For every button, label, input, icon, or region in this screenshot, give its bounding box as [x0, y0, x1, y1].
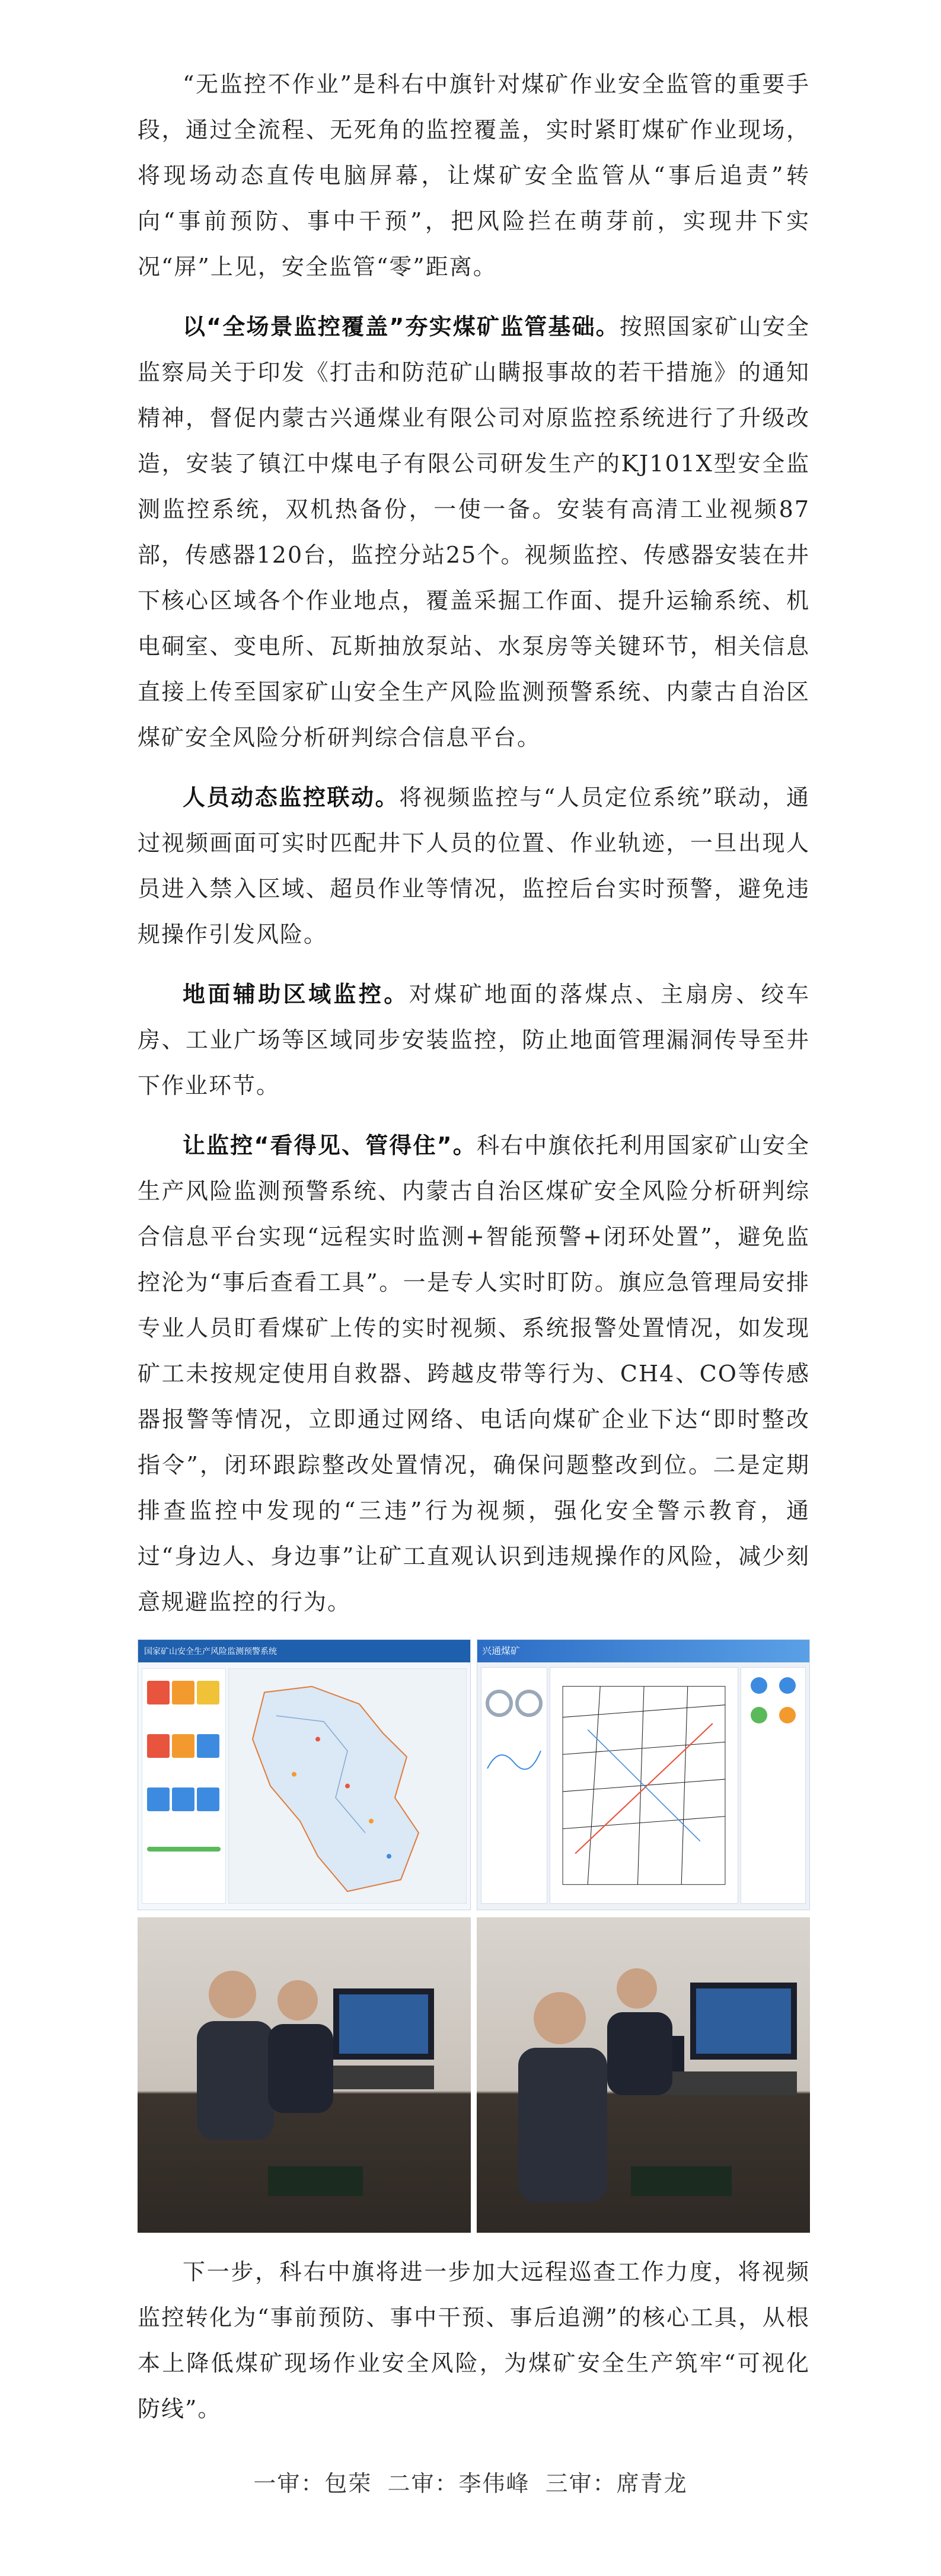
photo-illustration	[477, 1917, 810, 2233]
person-body	[268, 2024, 333, 2113]
person-body	[607, 2012, 672, 2095]
region-map	[228, 1668, 467, 1904]
status-icon	[751, 1677, 767, 1694]
monitoring-photo-right	[477, 1917, 810, 2233]
risk-platform-screenshot	[138, 1639, 471, 1910]
status-icon	[779, 1677, 796, 1694]
person-body	[197, 2021, 274, 2140]
sensor-route	[588, 1729, 700, 1841]
trend-line	[487, 1751, 541, 1769]
kpi-tile	[197, 1787, 219, 1811]
monitor-display	[696, 1988, 791, 2054]
review-second: 二审：李伟峰	[387, 2470, 530, 2497]
person-head	[209, 1971, 256, 2018]
mine-layout-panel	[550, 1667, 738, 1904]
kpi-tile	[147, 1787, 170, 1811]
mine-platform-screenshot	[477, 1639, 810, 1910]
status-icons	[741, 1668, 805, 1846]
mine-layout-svg	[550, 1668, 738, 1903]
region-boundary	[253, 1687, 419, 1892]
platform-stats-panel	[142, 1668, 226, 1904]
kpi-tile	[172, 1787, 194, 1811]
paragraph-monitoring	[138, 1123, 810, 1625]
mine-right-panel	[741, 1667, 806, 1904]
mine-marker[interactable]	[315, 1737, 320, 1742]
paragraph-coverage	[138, 304, 810, 761]
mine-marker[interactable]	[369, 1819, 374, 1824]
monitoring-photo-left	[138, 1917, 471, 2233]
mine-marker[interactable]	[387, 1854, 391, 1859]
photo-illustration	[138, 1917, 471, 2233]
paragraph-coverage-body: 按照国家矿山安全监察局关于印发《打击和防范矿山瞒报事故的若干措施》的通知精神，督促内蒙古兴通煤业有限公司对原监控系统进行了升级改造，安装了镇江中煤电子有限公司研发生产的KJ101X型安全监测监控系统，双机热备份，一使一备。安装有高清工业视频87部，传感器120台，监控分站25个。视频监控、传感器安装在井下核心区域各个作业地点，覆盖采掘工作面、提升运输系统、机电硐室、变电所、瓦斯抽放泵站、水泵房等关键环节，相关信息直接上传至国家矿山安全生产风险监测预警系统、内蒙古自治区煤矿安全风险分析研判综合信息平台。	[138, 314, 810, 751]
kpi-tile	[147, 1734, 170, 1758]
kpi-tile	[172, 1681, 194, 1704]
gauge-ring	[487, 1691, 511, 1715]
paragraph-coverage-title: 以“全场景监控覆盖”夯实煤矿监管基础。	[183, 314, 620, 340]
paragraph-monitoring-body: 科右中旗依托利用国家矿山安全生产风险监测预警系统、内蒙古自治区煤矿安全风险分析研判综合信息平台实现“远程实时监测+智能预警+闭环处置”，避免监控沦为“事后查看工具”。一是专人实时盯防。旗应急管理局安排专业人员盯看煤矿上传的实时视频、系统报警处置情况，如发现矿工未按规定使用自救器、跨越皮带等行为、CH4、CO等传感器报警等情况，立即通过网络、电话向煤矿企业下达“即时整改指令”，闭环跟踪整改处置情况，确保问题整改到位。二是定期排查监控中发现的“三违”行为视频，强化安全警示教育，通过“身边人、身边事”让矿工直观认识到违规操作的风险，减少刻意规避监控的行为。	[138, 1132, 810, 1615]
mouse-pad	[631, 2166, 732, 2196]
mine-left-panel	[481, 1667, 547, 1904]
paragraph-personnel-body: 将视频监控与“人员定位系统”联动，通过视频画面可实时匹配井下人员的位置、作业轨迹，一旦出现人员进入禁入区域、超员作业等情况，监控后台实时预警，避免违规操作引发风险。	[138, 784, 810, 947]
kpi-tile	[147, 1681, 170, 1704]
kpi-tile	[197, 1734, 219, 1758]
platform-screenshots	[138, 1639, 810, 1910]
person-head	[534, 1992, 586, 2044]
platform-title: 国家矿山安全生产风险监测预警系统	[144, 1647, 277, 1656]
paragraph-surface	[138, 972, 810, 1109]
person-head	[617, 1968, 657, 2009]
kpi-tile	[197, 1681, 219, 1704]
person-head	[277, 1980, 318, 2020]
mine-marker[interactable]	[345, 1784, 350, 1789]
paragraph-surface-title: 地面辅助区域监控。	[183, 981, 409, 1007]
status-icon	[751, 1707, 767, 1723]
person-body	[518, 2048, 607, 2202]
mouse-pad	[268, 2166, 363, 2196]
platform-header	[138, 1640, 470, 1662]
kpi-tile	[172, 1734, 194, 1758]
paragraph-surface-body: 对煤矿地面的落煤点、主扇房、绞车房、工业广场等区域同步安装监控，防止地面管理漏洞传导至井下作业环节。	[138, 981, 810, 1099]
review-footer	[0, 2465, 941, 2498]
mine-title: 兴通煤矿	[482, 1645, 521, 1656]
paragraph-personnel-title: 人员动态监控联动。	[183, 784, 400, 810]
article-body	[138, 62, 810, 2446]
alarm-route	[575, 1723, 713, 1853]
paragraph-intro: “无监控不作业”是科右中旗针对煤矿作业安全监管的重要手段，通过全流程、无死角的监控覆盖，实时紧盯煤矿作业现场，将现场动态直传电脑屏幕，让煤矿安全监管从“事后追责”转向“事前预防、事中干预”，把风险拦在萌芽前，实现井下实况“屏”上见，安全监管“零”距离。	[138, 71, 810, 280]
gauge-ring	[517, 1691, 541, 1715]
monitor-display	[339, 1994, 428, 2054]
paragraph-next-step: 下一步，科右中旗将进一步加大远程巡查工作力度，将视频监控转化为“事前预防、事中干预、事后追溯”的核心工具，从根本上降低煤矿现场作业安全风险，为煤矿安全生产筑牢“可视化防线”。	[138, 2259, 810, 2422]
map-svg	[229, 1669, 466, 1903]
review-third: 三审：席青龙	[545, 2470, 688, 2497]
paragraph-personnel	[138, 775, 810, 957]
gauge-chart	[481, 1668, 547, 1786]
mine-marker[interactable]	[292, 1772, 296, 1777]
monitoring-photos	[138, 1917, 810, 2233]
progress-bar	[147, 1847, 221, 1852]
status-icon	[779, 1707, 796, 1723]
review-first: 一审：包荣	[253, 2470, 372, 2497]
paragraph-monitoring-title: 让监控“看得见、管得住”。	[183, 1132, 477, 1158]
